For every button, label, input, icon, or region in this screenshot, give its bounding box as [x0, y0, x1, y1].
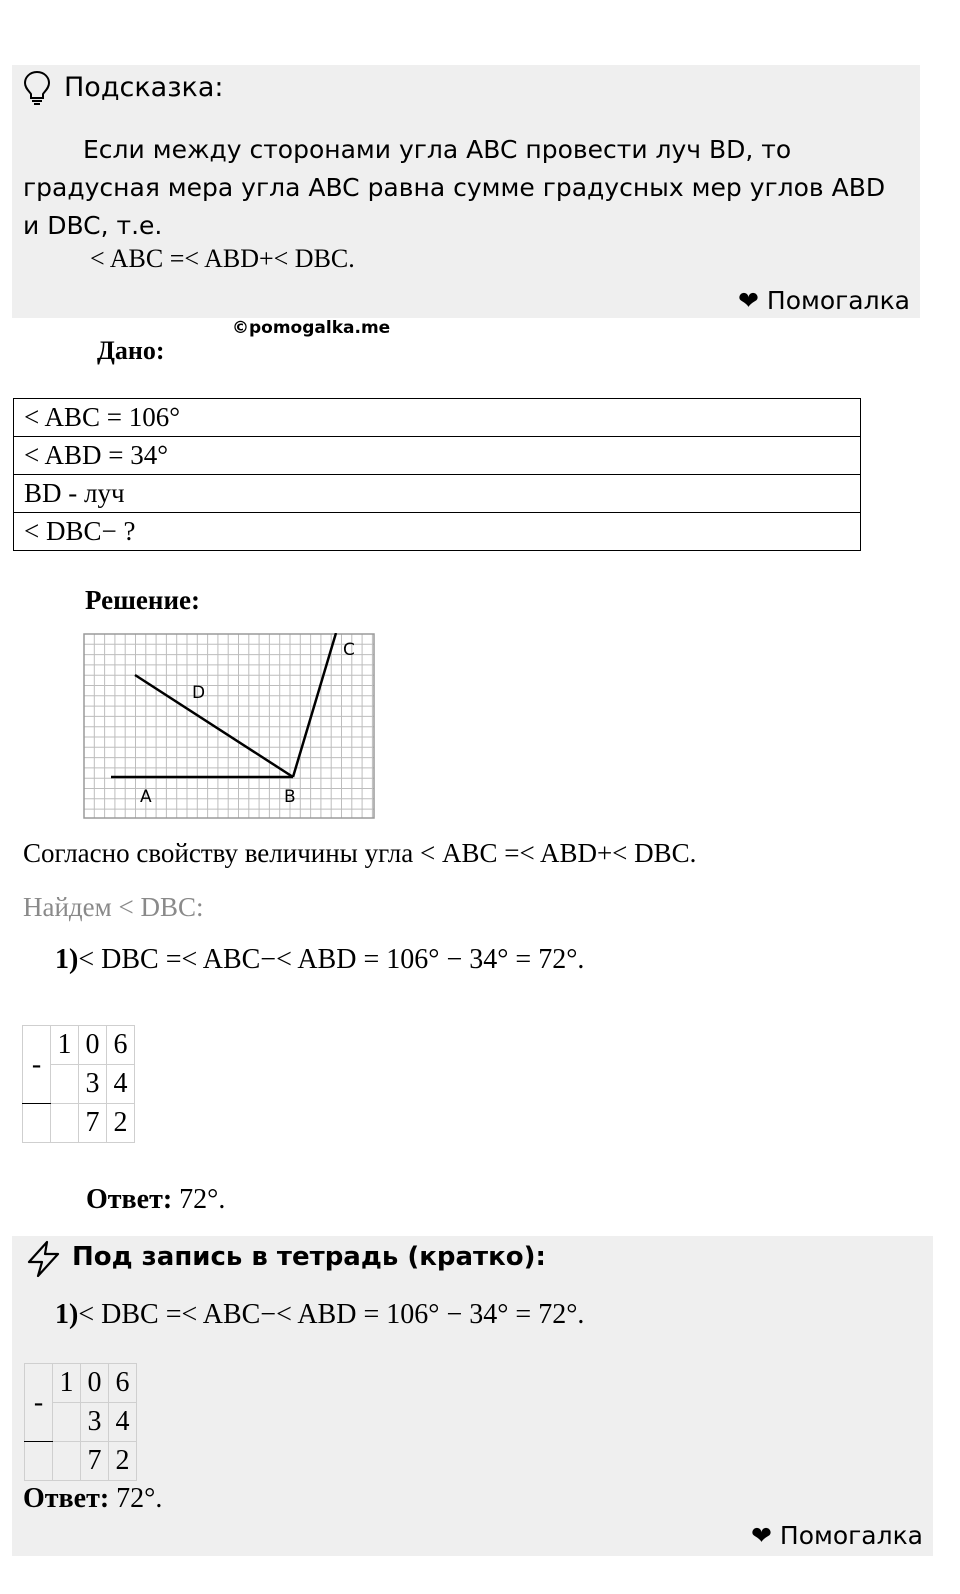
given-table [13, 398, 861, 551]
solution-title: Решение: [85, 585, 200, 615]
given-title: Дано: [97, 336, 165, 365]
hint-text: Если между сторонами угла ABC провести луч BD, то градусная мера угла ABC равна сумме градусных мер углов ABD и DBC, т.е. [23, 135, 886, 240]
calc-step: 1)< DBC =< ABC−< ABD = 106° − 34° = 72°. [55, 1299, 585, 1330]
watermark: ©pomogalka.me [232, 318, 391, 338]
minus-sign: - [23, 1026, 51, 1104]
property-text: Согласно свойству величины угла < ABC =< ABD+< DBC. [23, 838, 697, 868]
point-label-b: B [284, 787, 296, 807]
table-row: < ABC = 106° [14, 399, 861, 437]
point-label-c: C [343, 640, 355, 660]
hint-formula: < ABC =< ABD+< DBC. [90, 244, 355, 273]
table-row: BD - луч [14, 475, 861, 513]
table-row: < ABD = 34° [14, 437, 861, 475]
point-label-d: D [192, 683, 206, 703]
notebook-title: Под запись в тетрадь (кратко): [72, 1242, 546, 1272]
hint-title: Подсказка: [64, 72, 224, 103]
brand-label: ❤ Помогалка [750, 1521, 923, 1550]
find-text: Найдем < DBC: [23, 892, 204, 922]
minus-sign: - [25, 1364, 53, 1442]
heart-icon: ❤ [737, 286, 759, 315]
column-subtraction: - 1 0 6 3 4 7 2 [22, 1025, 135, 1143]
column-subtraction: - 1 0 6 3 4 7 2 [24, 1363, 137, 1481]
brand-label: ❤ Помогалка [737, 286, 910, 315]
lightbulb-icon [22, 70, 52, 106]
heart-icon: ❤ [750, 1521, 772, 1550]
answer: Ответ: 72°. [23, 1483, 163, 1514]
lightning-icon [25, 1240, 63, 1278]
point-label-a: A [140, 787, 152, 807]
calc-step: 1)< DBC =< ABC−< ABD = 106° − 34° = 72°. [55, 944, 585, 975]
table-row: < DBC− ? [14, 513, 861, 551]
answer: Ответ: 72°. [86, 1184, 226, 1215]
angle-diagram [83, 633, 375, 819]
